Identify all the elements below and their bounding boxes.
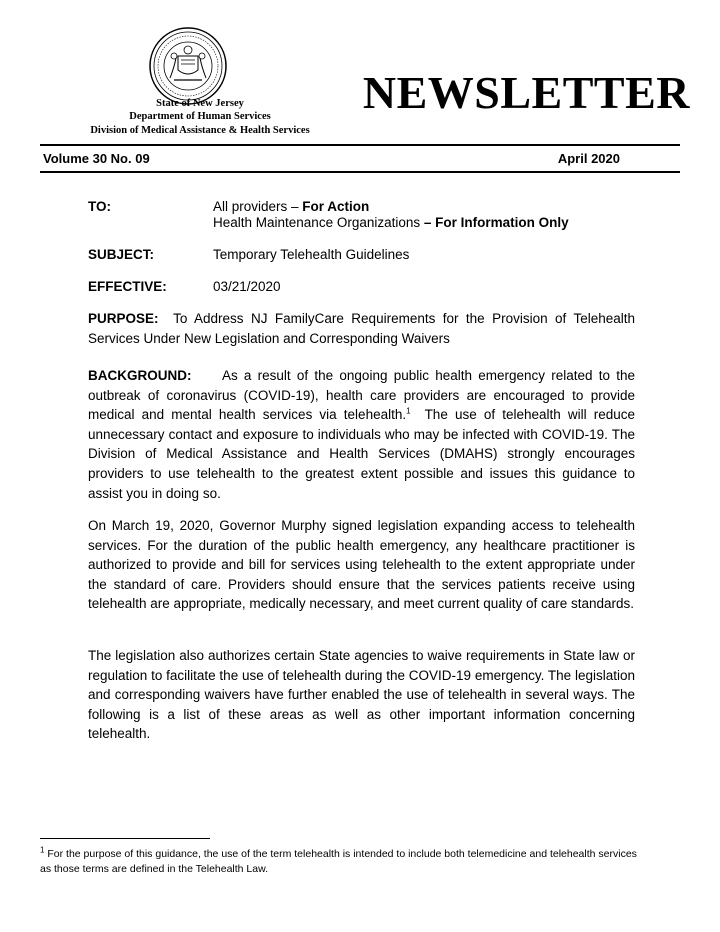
header-rule-top bbox=[40, 144, 680, 146]
purpose-label: PURPOSE: bbox=[88, 311, 159, 326]
background-text-1: As a result of the ongoing public health emergency related to the outbreak of coronavirus (COVID-19), health care providers are encouraged to provide medical and mental health services via telehealth. bbox=[88, 368, 636, 423]
to-line-1-emphasis: For Action bbox=[302, 199, 370, 214]
footnote bbox=[40, 847, 640, 877]
volume-number: Volume 30 No. 09 bbox=[43, 151, 150, 166]
to-label: TO: bbox=[88, 199, 111, 214]
to-line-1-text: All providers – bbox=[213, 199, 303, 214]
agency-state: State of New Jersey bbox=[156, 98, 244, 109]
issue-date: April 2020 bbox=[557, 151, 620, 166]
header-rule-bottom bbox=[40, 171, 680, 173]
footnote-text: For the purpose of this guidance, the use of the term telehealth is intended to include both telemedicine and telehealth services as those terms are defined in the Telehealth Law. bbox=[40, 848, 637, 875]
state-seal-icon bbox=[148, 26, 228, 106]
background-label: BACKGROUND: bbox=[88, 368, 192, 383]
purpose-paragraph bbox=[88, 309, 635, 348]
agency-division: Division of Medical Assistance & Health Services bbox=[90, 125, 310, 136]
subject-value: Temporary Telehealth Guidelines bbox=[213, 247, 410, 262]
to-line-1 bbox=[213, 199, 369, 214]
to-line-2 bbox=[213, 215, 569, 230]
footnote-mark: 1 bbox=[40, 845, 45, 855]
background-paragraph bbox=[88, 366, 635, 503]
background-text-2: The use of telehealth will reduce unnecessary contact and exposure to individuals who may be infected with COVID-19. The Division of Medical Assistance and Health Services (DMAHS) strongly encourages providers to use telehealth to the greatest extent possible and issues this guidance to assist you in doing so. bbox=[88, 407, 635, 501]
subject-label: SUBJECT: bbox=[88, 247, 155, 262]
effective-label: EFFECTIVE: bbox=[88, 279, 167, 294]
to-line-2-emphasis: – For Information Only bbox=[423, 215, 569, 230]
effective-value: 03/21/2020 bbox=[213, 279, 281, 294]
newsletter-title: NEWSLETTER bbox=[362, 67, 690, 118]
body-paragraph: On March 19, 2020, Governor Murphy signed legislation expanding access to telehealth services. For the duration of the public health emergency, any healthcare practitioner is authorized to provide and bill for services using telehealth to the extent appropriate under the standard of care. Providers should ensure that the services patients receive using telehealth are appropriate, medically necessary, and meet current quality of care standards. bbox=[88, 518, 635, 612]
footnote-reference: 1 bbox=[406, 406, 411, 416]
agency-department: Department of Human Services bbox=[129, 111, 271, 122]
to-line-2-text: Health Maintenance Organizations bbox=[213, 215, 424, 230]
purpose-text: To Address NJ FamilyCare Requirements for the Provision of Telehealth Services Under New Legislation and Corresponding Waivers bbox=[88, 311, 636, 346]
footnote-rule bbox=[40, 838, 210, 839]
body-paragraph: The legislation also authorizes certain State agencies to waive requirements in State law or regulation to facilitate the use of telehealth during the COVID-19 emergency. The legislation and corresponding waivers have further enabled the use of telehealth in several ways. The following is a list of these areas as well as other important information concerning telehealth. bbox=[88, 648, 635, 742]
